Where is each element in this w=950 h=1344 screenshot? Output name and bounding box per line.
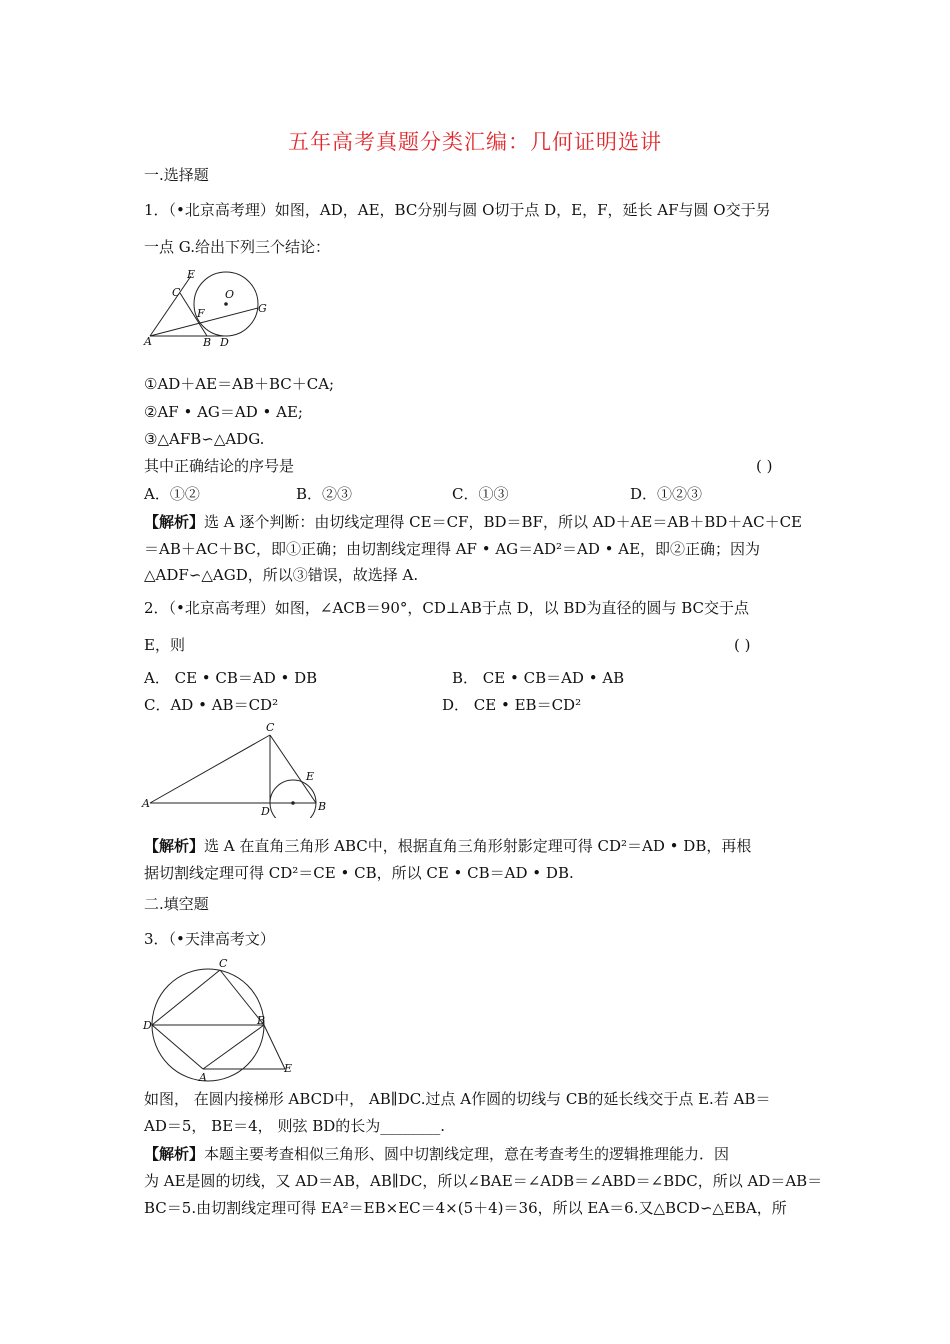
q1-label-d: D	[220, 336, 229, 349]
q2-label-e: E	[306, 770, 315, 783]
q2-solution-text1: 选 A 在直角三角形 ABC中，根据直角三角形射影定理可得 CD²＝AD • DB，再根	[204, 837, 752, 855]
q1-conclusion-2: ②AF • AG＝AD • AE;	[144, 403, 303, 421]
q2-solution-line1	[144, 836, 751, 856]
q3-solution-line2: 为 AE是圆的切线，又 AD＝AB，AB∥DC，所以∠BAE＝∠ADB＝∠ABD＝∠BDC，所以 AD＝AB＝	[144, 1172, 823, 1190]
q2-stem-line1: 2．（•北京高考理）如图，∠ACB＝90°，CD⊥AB于点 D，以 BD为直径的圆与 BC交于点	[144, 599, 750, 617]
q1-solution-line3: △ADF∽△AGD，所以③错误，故选择 A.	[144, 566, 419, 584]
q2-label-c: C	[266, 721, 275, 734]
q3-solution-text1: 本题主要考查相似三角形、圆中切割线定理，意在考查考生的逻辑推理能力．因	[204, 1145, 730, 1163]
q2-option-b: B． CE • CB＝AD • AB	[452, 669, 625, 687]
q1-option-a: A．①②	[144, 485, 200, 503]
q1-stem-line1: 1．（•北京高考理）如图，AD，AE，BC分别与圆 O切于点 D，E，F，延长 AF与圆 O交于另	[144, 201, 771, 219]
q3-problem-line2: AD＝5， BE＝4， 则弦 BD的长为________.	[144, 1117, 446, 1135]
q3-figure	[140, 956, 300, 1086]
q3-solution-line1	[144, 1144, 729, 1164]
q2-line-ac	[150, 735, 270, 803]
q3-line-be	[264, 1025, 285, 1069]
q3-solution-line3: BC＝5.由切割线定理可得 EA²＝EB×EC＝4×(5＋4)＝36，所以 EA＝6.又△BCD∽△EBA，所	[144, 1199, 787, 1217]
q3-label-e: E	[284, 1062, 293, 1075]
q1-conclusion-3: ③△AFB∽△ADG.	[144, 430, 265, 448]
q2-solution-tag: 【解析】	[144, 837, 205, 855]
section-fill-heading: 二.填空题	[144, 895, 209, 913]
q3-problem-line1: 如图， 在圆内接梯形 ABCD中， AB∥DC.过点 A作圆的切线与 CB的延长线交于点 E.若 AB＝	[144, 1090, 771, 1108]
q1-question: 其中正确结论的序号是	[144, 457, 295, 475]
q2-option-d: D． CE • EB＝CD²	[442, 696, 582, 714]
q2-answer-paren: ( )	[734, 636, 751, 654]
q1-solution-line1	[144, 512, 802, 532]
q2-option-a: A． CE • CB＝AD • DB	[144, 669, 318, 687]
section-choice-heading: 一.选择题	[144, 166, 209, 184]
q2-label-a: A	[142, 797, 150, 810]
q1-label-o: O	[225, 288, 235, 301]
q2-center-dot	[291, 801, 295, 805]
q3-label-d: D	[143, 1019, 152, 1032]
q1-label-e: E	[187, 268, 196, 281]
q1-solution-line2: ＝AB＋AC＋BC，即①正确；由切割线定理得 AF • AG＝AD²＝AD • AE，即②正确；因为	[144, 540, 761, 558]
q1-label-g: G	[258, 302, 267, 315]
q1-option-b: B．②③	[296, 485, 353, 503]
q1-answer-paren: ( )	[756, 457, 773, 475]
q1-label-a: A	[144, 335, 152, 348]
q1-conclusion-1: ①AD＋AE＝AB＋BC＋CA;	[144, 375, 335, 393]
q1-center-dot	[224, 302, 228, 306]
q3-stem-line1: 3．（•天津高考文）	[144, 930, 275, 948]
page-title: 五年高考真题分类汇编：几何证明选讲	[288, 130, 662, 154]
q1-label-c: C	[172, 286, 181, 299]
q1-option-d: D．①②③	[630, 485, 703, 503]
q2-label-b: B	[318, 800, 327, 813]
q3-label-b: B	[257, 1014, 266, 1027]
q2-solution-line2: 据切割线定理可得 CD²＝CE • CB，所以 CE • CB＝AD • DB.	[144, 864, 574, 882]
q2-circle-bd	[270, 780, 316, 818]
q3-label-a: A	[199, 1071, 207, 1084]
q2-line-cb	[270, 735, 316, 803]
q3-line-dc	[152, 970, 220, 1025]
q1-figure	[140, 266, 275, 350]
q2-stem-line2: E，则	[144, 636, 185, 654]
q1-stem-line2: 一点 G.给出下列三个结论：	[144, 238, 330, 256]
q1-solution-text1: 选 A 逐个判断：由切线定理得 CE＝CF，BD＝BF，所以 AD＋AE＝AB＋BD＋AC＋CE	[204, 513, 802, 531]
q2-figure	[140, 718, 335, 818]
q3-label-c: C	[219, 957, 228, 970]
q3-line-ab	[203, 1025, 264, 1069]
q1-label-b: B	[203, 336, 212, 349]
q1-solution-tag: 【解析】	[144, 513, 205, 531]
q3-solution-tag: 【解析】	[144, 1145, 205, 1163]
q2-option-c: C．AD • AB＝CD²	[144, 696, 279, 714]
q2-label-d: D	[261, 805, 270, 818]
q1-option-c: C．①③	[452, 485, 509, 503]
q3-line-da	[152, 1025, 203, 1069]
q1-label-f: F	[197, 307, 205, 320]
